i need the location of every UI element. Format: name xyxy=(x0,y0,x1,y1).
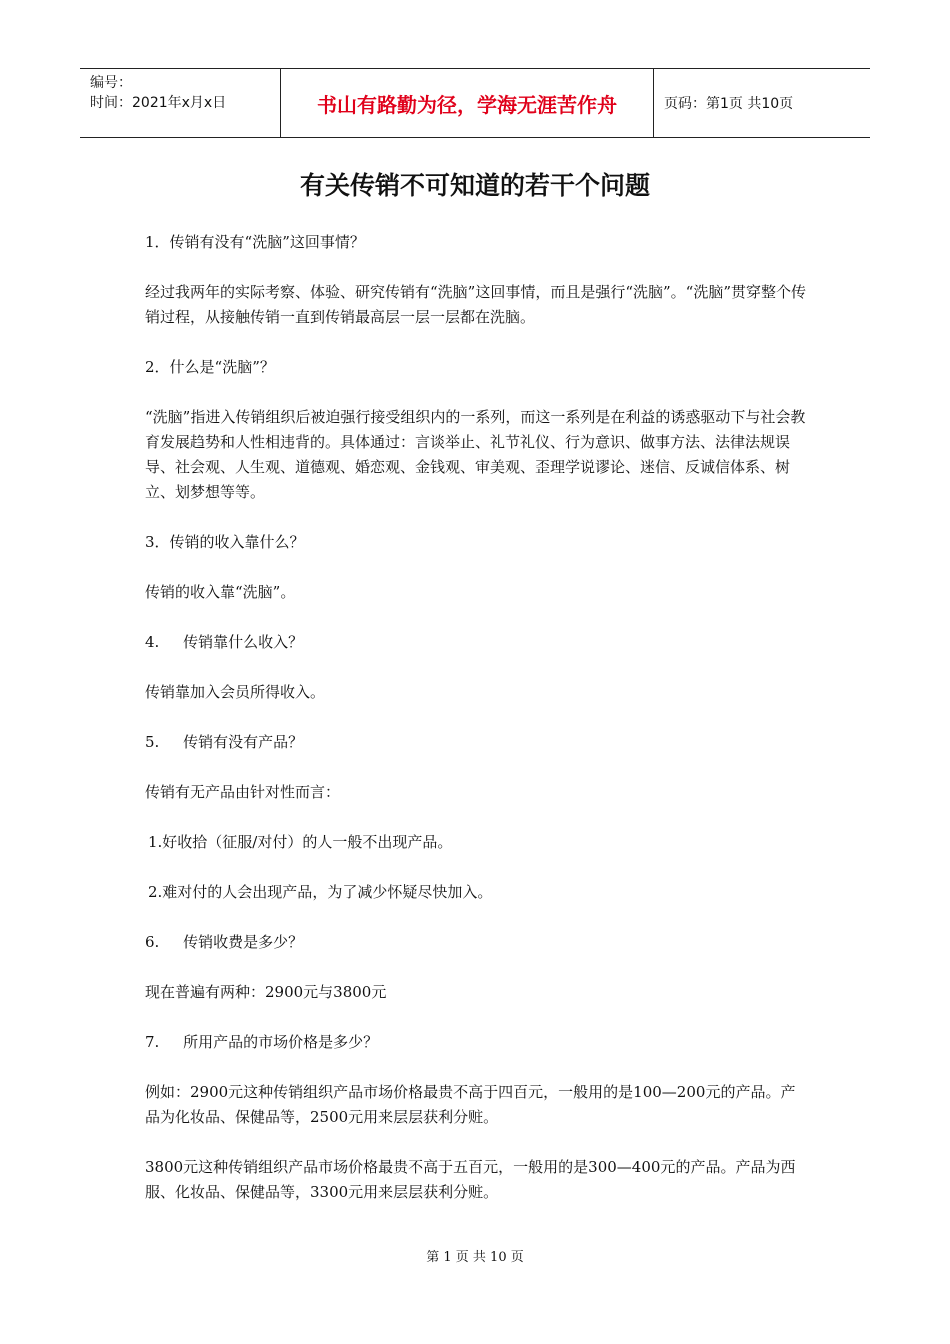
list-item: 1.好收拾（征服/对付）的人一般不出现产品。 xyxy=(148,833,453,851)
answer-paragraph: 现在普遍有两种：2900元与3800元 xyxy=(145,983,387,1001)
question-heading: 3．传销的收入靠什么？ xyxy=(145,533,305,551)
header-table xyxy=(80,68,870,138)
question-heading: 6. 传销收费是多少？ xyxy=(145,933,304,951)
header-slogan: 书山有路勤为径，学海无涯苦作舟 xyxy=(281,69,654,137)
answer-paragraph: 3800元这种传销组织产品市场价格最贵不高于五百元，一般用的是300—400元的产品。产品为西服、化妆品、保健品等，3300元用来层层获利分赃。 xyxy=(145,1158,796,1201)
question-heading: 2．什么是“洗脑”？ xyxy=(145,358,275,376)
document-body xyxy=(145,230,810,1230)
document-date: 时间：2021年x月x日 xyxy=(90,95,227,111)
document-title: 有关传销不可知道的若干个问题 xyxy=(299,171,650,200)
question-heading: 1．传销有没有“洗脑”这回事情？ xyxy=(145,233,365,251)
document-number: 编号： xyxy=(90,75,132,91)
answer-paragraph: 传销的收入靠“洗脑”。 xyxy=(145,583,296,601)
page-footer: 第 1 页 共 10 页 xyxy=(426,1250,524,1265)
answer-paragraph: 例如：2900元这种传销组织产品市场价格最贵不高于四百元，一般用的是100—200元的产品。产品为化妆品、保健品等，2500元用来层层获利分赃。 xyxy=(145,1083,796,1126)
answer-paragraph: “洗脑”指进入传销组织后被迫强行接受组织内的一系列，而这一系列是在利益的诱惑驱动下与社会教育发展趋势和人性相违背的。具体通过：言谈举止、礼节礼仪、行为意识、做事方法、法律法规误导、社会观、人生观、道德观、婚恋观、金钱观、审美观、歪理学说谬论、迷信、反诚信体系、树立、划梦想等等。 xyxy=(145,408,806,501)
header-page-info: 页码：第1页 共10页 xyxy=(664,96,794,112)
answer-paragraph: 传销有无产品由针对性而言： xyxy=(145,783,341,801)
question-heading: 7. 所用产品的市场价格是多少？ xyxy=(145,1033,379,1051)
header-meta xyxy=(80,69,281,137)
list-item: 2.难对付的人会出现产品，为了减少怀疑尽快加入。 xyxy=(148,883,493,901)
question-heading: 5. 传销有没有产品？ xyxy=(145,733,304,751)
answer-paragraph: 经过我两年的实际考察、体验、研究传销有“洗脑”这回事情，而且是强行“洗脑”。“洗脑”贯穿整个传销过程，从接触传销一直到传销最高层一层一层都在洗脑。 xyxy=(145,283,807,326)
question-heading: 4. 传销靠什么收入？ xyxy=(145,633,304,651)
answer-paragraph: 传销靠加入会员所得收入。 xyxy=(145,683,326,701)
